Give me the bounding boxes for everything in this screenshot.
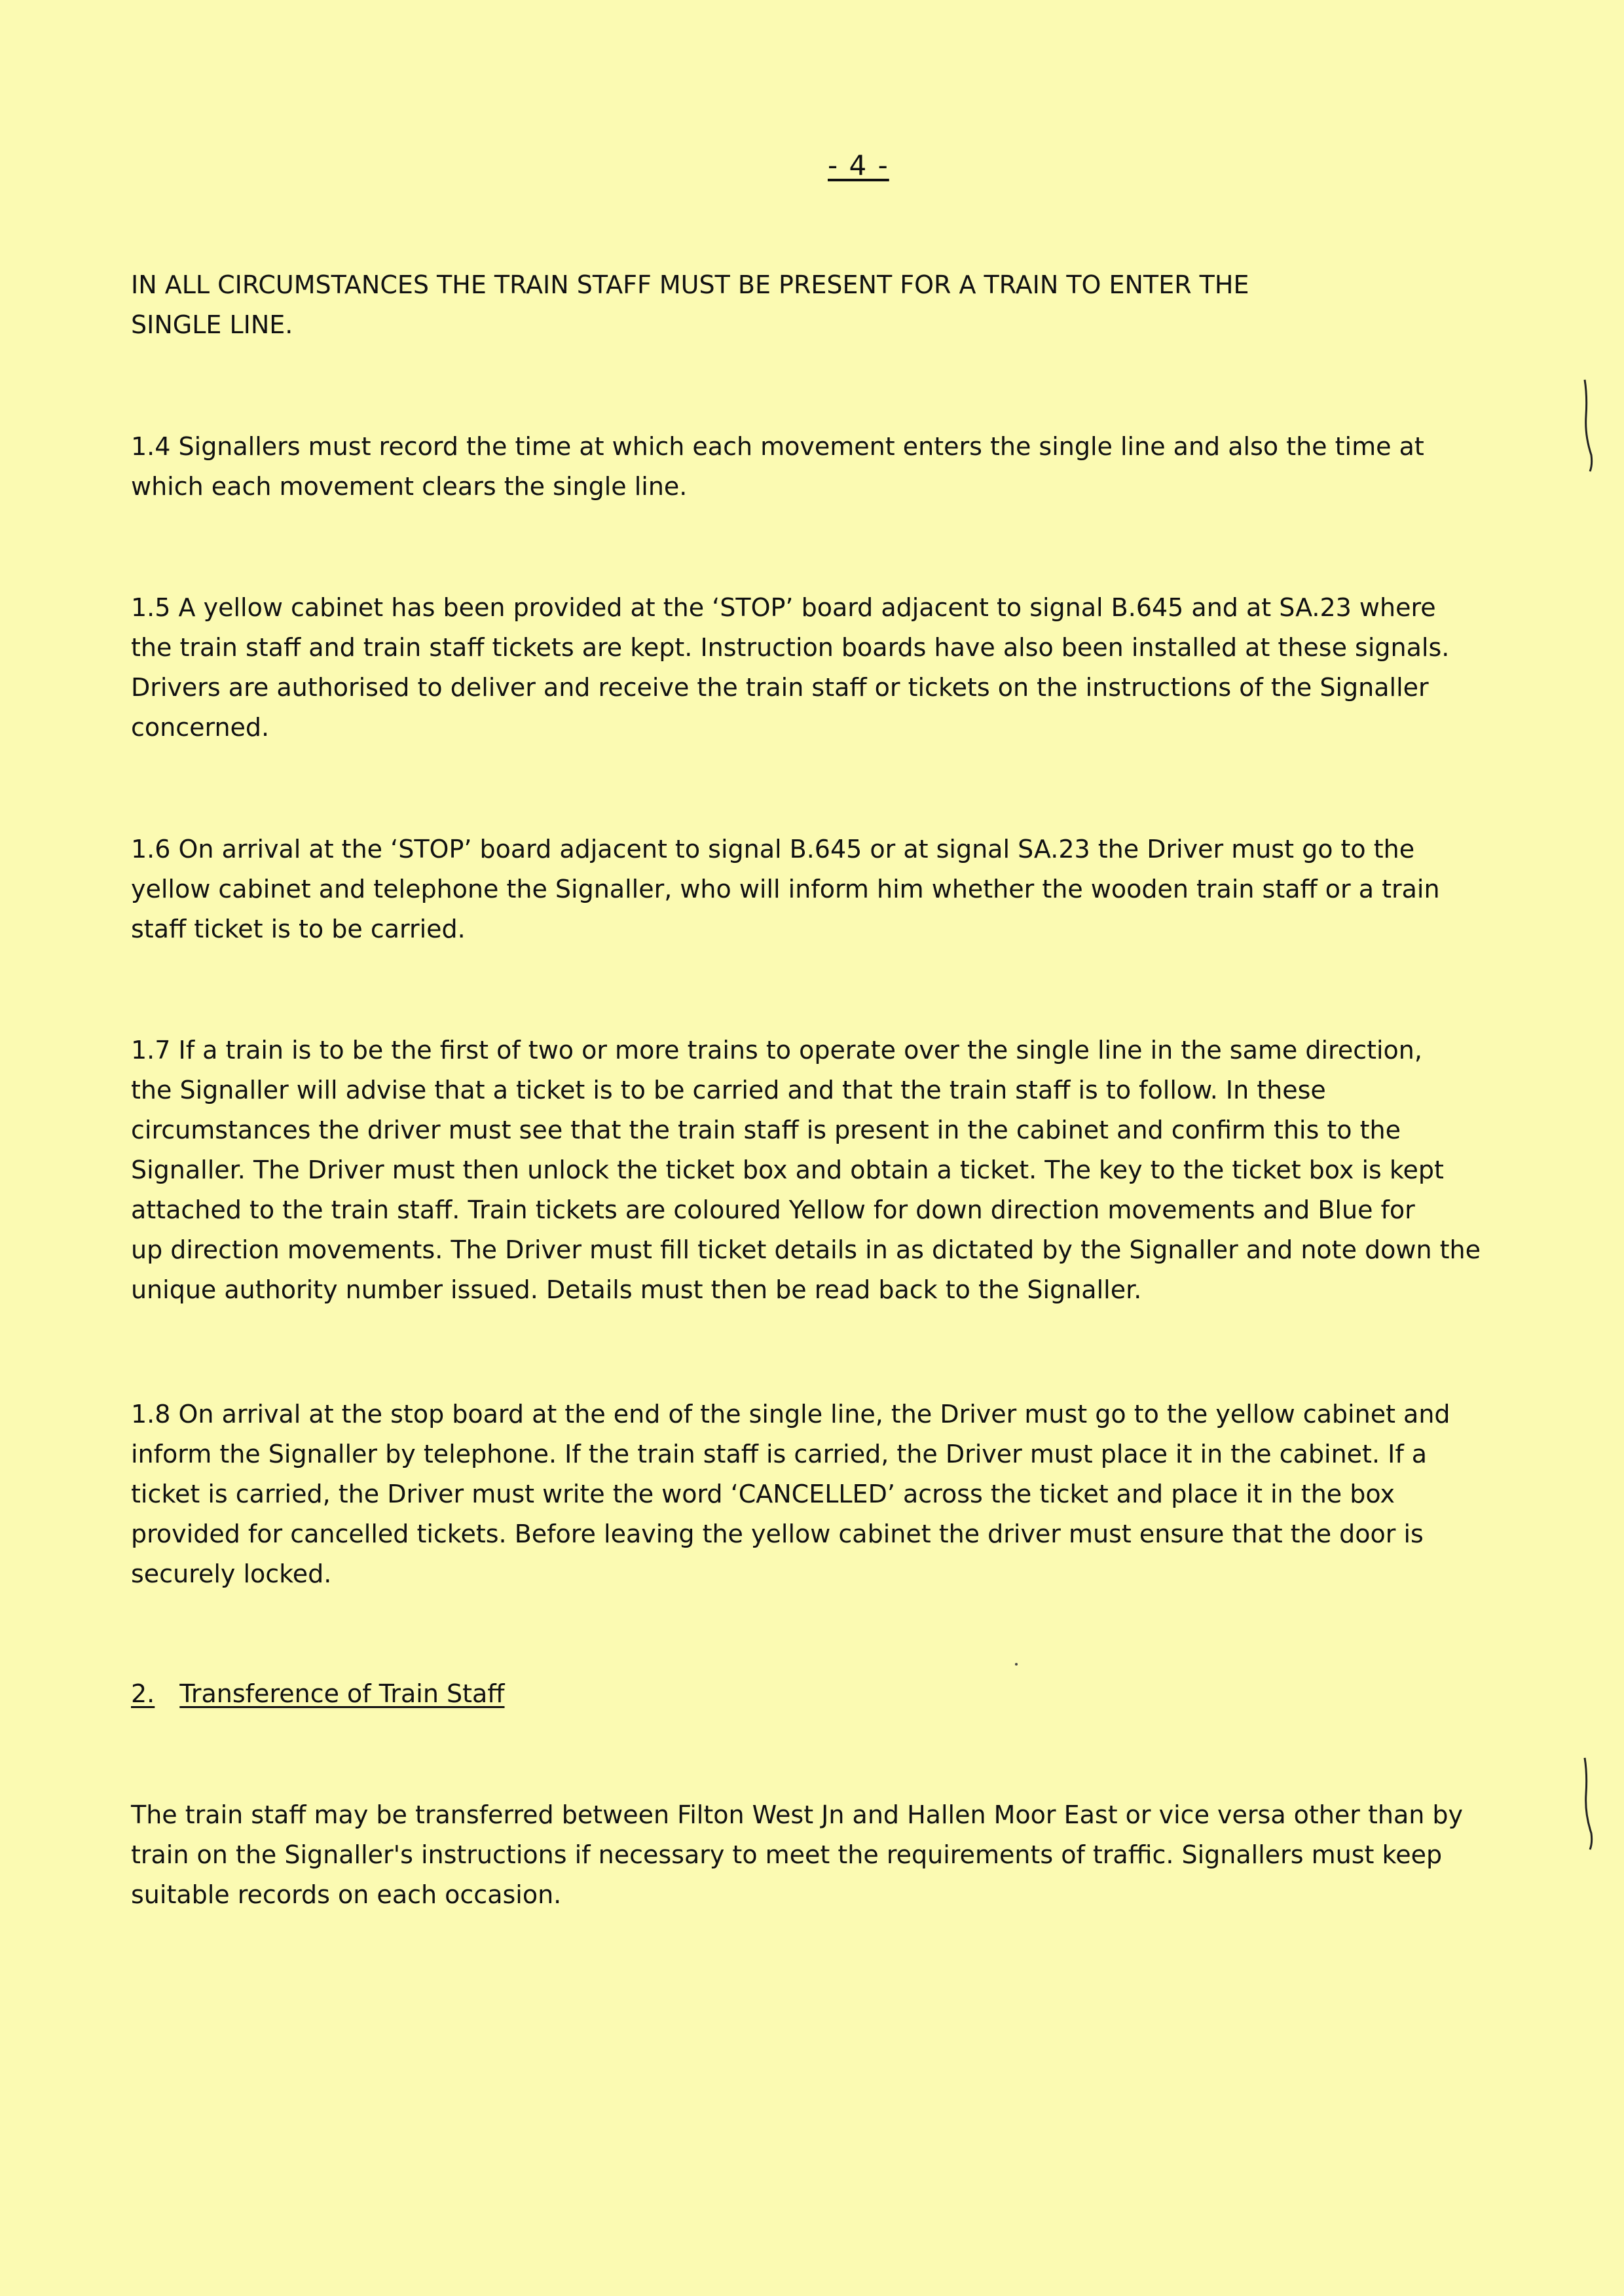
paragraph-line: train on the Signaller's instructions if necessary to meet the requirements of traffic. Signallers must keep bbox=[131, 1840, 1443, 1869]
paragraph-line: 1.7 If a train is to be the first of two or more trains to operate over the single line in the same direction, bbox=[131, 1036, 1422, 1065]
paragraph-line: yellow cabinet and telephone the Signaller, who will inform him whether the wooden train staff or a train bbox=[131, 875, 1440, 903]
section-number: 2. bbox=[131, 1679, 155, 1708]
paragraph-line: circumstances the driver must see that the train staff is present in the cabinet and confirm this to the bbox=[131, 1116, 1401, 1144]
intro-line: SINGLE LINE. bbox=[131, 310, 293, 339]
paragraph-line: securely locked. bbox=[131, 1559, 332, 1588]
paragraph-line: which each movement clears the single line. bbox=[131, 472, 688, 501]
ink-speck bbox=[1015, 1663, 1018, 1666]
paragraph-2 bbox=[131, 1795, 1559, 1915]
paragraph-1-8 bbox=[131, 1394, 1559, 1594]
paragraph-1-5 bbox=[131, 588, 1559, 748]
paragraph-line: up direction movements. The Driver must fill ticket details in as dictated by the Signaller and note down the bbox=[131, 1235, 1481, 1264]
paragraph-line: the train staff and train staff tickets are kept. Instruction boards have also been installed at these signals. bbox=[131, 633, 1450, 662]
paragraph-line: unique authority number issued. Details must then be read back to the Signaller. bbox=[131, 1275, 1142, 1304]
intro-line: IN ALL CIRCUMSTANCES THE TRAIN STAFF MUST BE PRESENT FOR A TRAIN TO ENTER THE bbox=[131, 270, 1249, 299]
paragraph-line: The train staff may be transferred between Filton West Jn and Hallen Moor East or vice versa other than by bbox=[131, 1800, 1464, 1829]
paragraph-line: suitable records on each occasion. bbox=[131, 1880, 562, 1909]
paragraph-line: concerned. bbox=[131, 713, 270, 742]
paragraph-1-6 bbox=[131, 829, 1559, 949]
paragraph-line: Drivers are authorised to deliver and receive the train staff or tickets on the instructions of the Signaller bbox=[131, 673, 1429, 702]
paragraph-line: attached to the train staff. Train tickets are coloured Yellow for down direction movements and Blue for bbox=[131, 1195, 1415, 1224]
paragraph-line: provided for cancelled tickets. Before leaving the yellow cabinet the driver must ensure that the door is bbox=[131, 1520, 1424, 1548]
intro-paragraph bbox=[131, 265, 1559, 345]
paragraph-line: inform the Signaller by telephone. If the train staff is carried, the Driver must place it in the cabinet. If a bbox=[131, 1440, 1428, 1468]
page-number: - 4 - bbox=[828, 149, 889, 181]
section-2-heading bbox=[131, 1674, 505, 1714]
paragraph-line: 1.6 On arrival at the ‘STOP’ board adjacent to signal B.645 or at signal SA.23 the Driver must go to the bbox=[131, 835, 1415, 864]
section-title: Transference of Train Staff bbox=[179, 1679, 505, 1708]
paragraph-line: the Signaller will advise that a ticket is to be carried and that the train staff is to follow. In these bbox=[131, 1076, 1326, 1104]
paragraph-line: 1.4 Signallers must record the time at which each movement enters the single line and also the time at bbox=[131, 432, 1424, 461]
margin-mark-icon bbox=[1578, 1755, 1598, 1853]
paragraph-line: 1.5 A yellow cabinet has been provided at the ‘STOP’ board adjacent to signal B.645 and at SA.23 where bbox=[131, 593, 1436, 622]
paragraph-1-4 bbox=[131, 427, 1559, 507]
paragraph-line: staff ticket is to be carried. bbox=[131, 915, 466, 943]
margin-mark-icon bbox=[1578, 376, 1598, 475]
paragraph-line: ticket is carried, the Driver must write the word ‘CANCELLED’ across the ticket and place it in the box bbox=[131, 1480, 1395, 1508]
paragraph-line: 1.8 On arrival at the stop board at the end of the single line, the Driver must go to the yellow cabinet and bbox=[131, 1400, 1450, 1429]
paragraph-line: Signaller. The Driver must then unlock the ticket box and obtain a ticket. The key to the ticket box is kept bbox=[131, 1156, 1444, 1184]
paragraph-1-7 bbox=[131, 1030, 1559, 1310]
